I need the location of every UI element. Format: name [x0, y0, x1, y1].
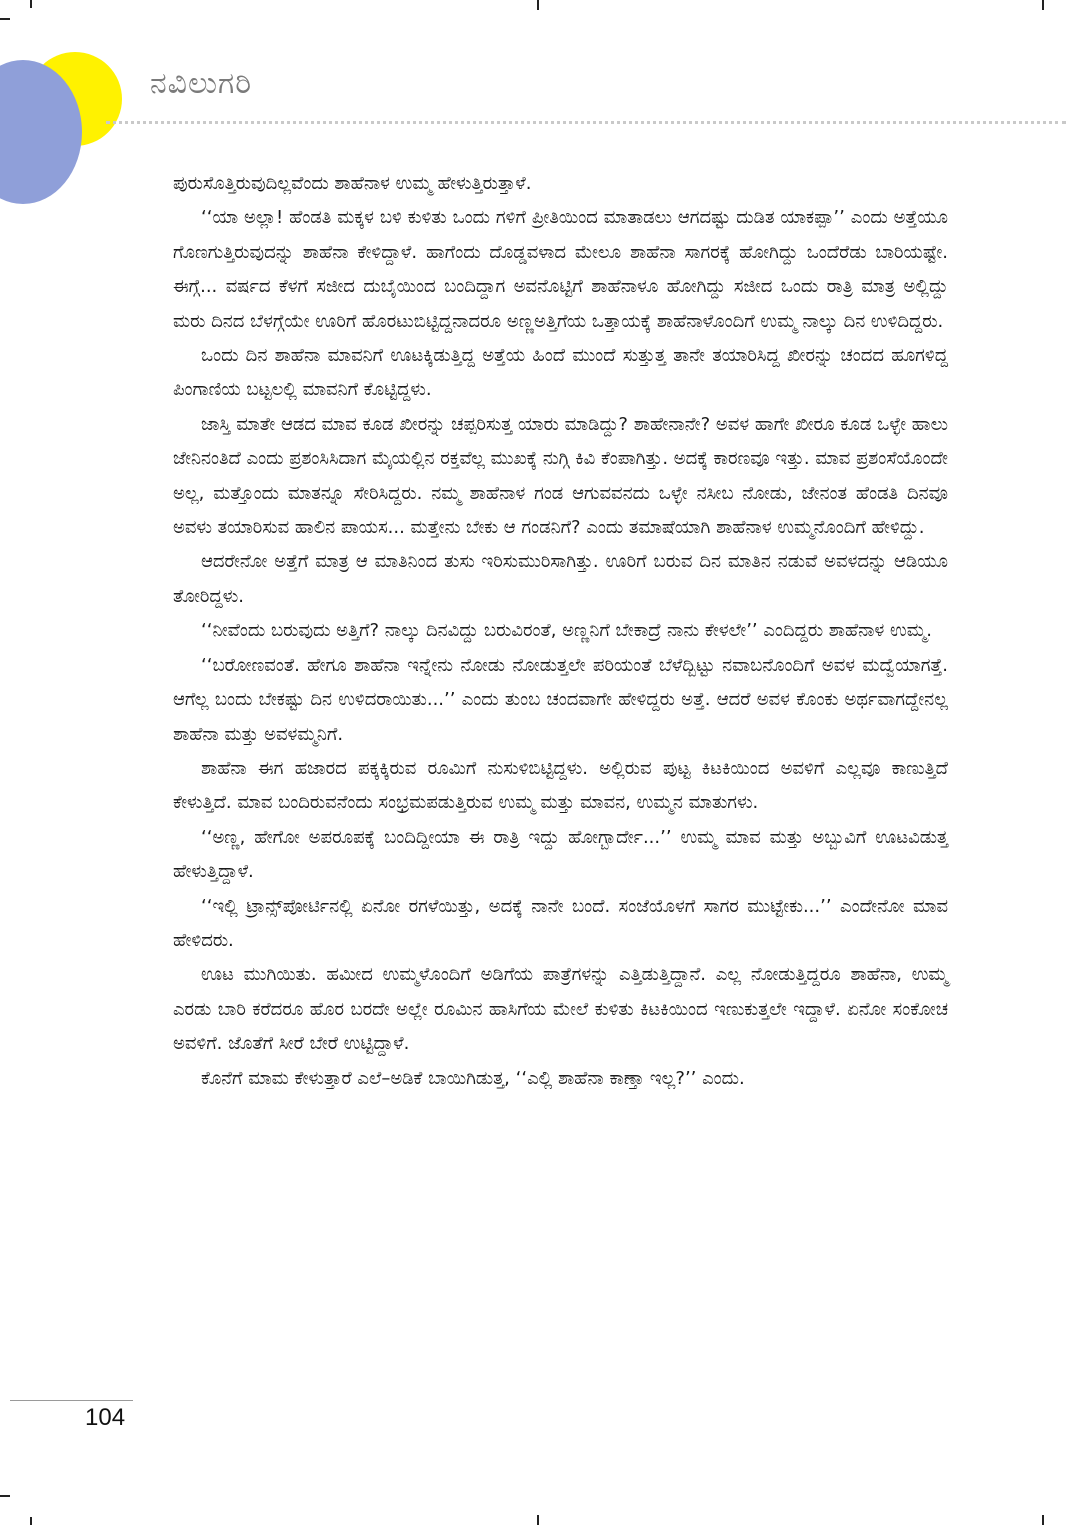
paragraph: ‘‘ಇಲ್ಲಿ ಟ್ರಾನ್ಸ್‌ಪೋರ್ಟಿನಲ್ಲಿ ಏನೋ ರಗಳೆಯಿತ್ತು, ಅದಕ್ಕೆ ನಾನೇ ಬಂದೆ. ಸಂಜೆಯೊಳಗೆ ಸಾಗರ ಮುಟ್ಟೇಕು...’’ ಎಂದೇನೋ ಮಾವ ಹೇಳಿದರು. [173, 895, 948, 951]
story-body [173, 167, 948, 1096]
paragraph: ಶಾಹೆನಾ ಈಗ ಹಜಾರದ ಪಕ್ಕಕ್ಕಿರುವ ರೂಮಿಗೆ ನುಸುಳಿಬಿಟ್ಟಿದ್ದಳು. ಅಲ್ಲಿರುವ ಪುಟ್ಟ ಕಿಟಕಿಯಿಂದ ಅವಳಿಗೆ ಎಲ್ಲವೂ ಕಾಣುತ್ತಿದೆ ಕೇಳುತ್ತಿದೆ. ಮಾವ ಬಂದಿರುವನೆಂದು ಸಂಭ್ರಮಪಡುತ್ತಿರುವ ಉಮ್ಮ ಮತ್ತು ಮಾವನ, ಉಮ್ಮನ ಮಾತುಗಳು. [173, 757, 948, 814]
footer-rule [10, 1400, 133, 1401]
paragraph: ‘‘ನೀವೆಂದು ಬರುವುದು ಅತ್ತಿಗೆ? ನಾಲ್ಕು ದಿನವಿದ್ದು ಬರುವಿರಂತೆ, ಅಣ್ಣನಿಗೆ ಬೇಕಾದ್ರೆ ನಾನು ಕೇಳಲೇ’’ ಎಂದಿದ್ದರು ಶಾಹೆನಾಳ ಉಮ್ಮ. [201, 620, 932, 642]
crop-mark-top-left [0, 18, 10, 20]
paragraph: ‘‘ಅಣ್ಣ, ಹೇಗೋ ಅಪರೂಪಕ್ಕೆ ಬಂದಿದ್ದೀಯಾ ಈ ರಾತ್ರಿ ಇದ್ದು ಹೋಗ್ಬಾರ್ದೇ...’’ ಉಮ್ಮ ಮಾವ ಮತ್ತು ಅಬ್ಬುವಿಗೆ ಊಟವಿಡುತ್ತ ಹೇಳುತ್ತಿದ್ದಾಳೆ. [173, 826, 948, 883]
paragraph: ‘‘ಯಾ ಅಲ್ಲಾ! ಹೆಂಡತಿ ಮಕ್ಕಳ ಬಳಿ ಕುಳಿತು ಒಂದು ಗಳಿಗೆ ಪ್ರೀತಿಯಿಂದ ಮಾತಾಡಲು ಆಗದಷ್ಟು ದುಡಿತ ಯಾಕಪ್ಪಾ’’ ಎಂದು ಅತ್ತೆಯೂ ಗೊಣಗುತ್ತಿರುವುದನ್ನು ಶಾಹೆನಾ ಕೇಳಿದ್ದಾಳೆ. ಹಾಗೆಂದು ದೊಡ್ಡವಳಾದ ಮೇಲೂ ಶಾಹೆನಾ ಸಾಗರಕ್ಕೆ ಹೋಗಿದ್ದು ಒಂದೆರೆಡು ಬಾರಿಯಷ್ಟೇ. ಈಗ್ಗೆ... ವರ್ಷದ ಕೆಳಗೆ ಸಜೀದ ದುಬೈಯಿಂದ ಬಂದಿದ್ದಾಗ ಅವನೊಟ್ಟಿಗೆ ಶಾಹೆನಾಳೂ ಹೋಗಿದ್ದು ಸಜೀದ ಒಂದು ರಾತ್ರಿ ಮಾತ್ರ ಅಲ್ಲಿದ್ದು ಮರು ದಿನದ ಬೆಳಗ್ಗೆಯೇ ಊರಿಗೆ ಹೊರಟುಬಿಟ್ಟಿದ್ದನಾದರೂ ಅಣ್ಣಅತ್ತಿಗೆಯ ಒತ್ತಾಯಕ್ಕೆ ಶಾಹೆನಾಳೊಂದಿಗೆ ಉಮ್ಮ ನಾಲ್ಕು ದಿನ ಉಳಿದಿದ್ದರು. [173, 207, 948, 332]
crop-mark-left [30, 0, 32, 8]
paragraph: ಒಂದು ದಿನ ಶಾಹೆನಾ ಮಾವನಿಗೆ ಊಟಕ್ಕಿಡುತ್ತಿದ್ದ ಅತ್ತೆಯ ಹಿಂದೆ ಮುಂದೆ ಸುತ್ತುತ್ತ ತಾನೇ ತಯಾರಿಸಿದ್ದ ಖೀರನ್ನು ಚಂದದ ಹೂಗಳಿದ್ದ ಪಿಂಗಾಣಿಯ ಬಟ್ಟಲಲ್ಲಿ ಮಾವನಿಗೆ ಕೊಟ್ಟಿದ್ದಳು. [173, 345, 948, 401]
crop-mark-bottom-right [1042, 1515, 1044, 1525]
paragraph: ಕೊನೆಗೆ ಮಾಮ ಕೇಳುತ್ತಾರೆ ಎಲೆ–ಅಡಿಕೆ ಬಾಯಿಗಿಡುತ್ತ, ‘‘ಎಲ್ಲಿ ಶಾಹೆನಾ ಕಾಣ್ತಾ ಇಲ್ಲ?’’ ಎಂದು. [201, 1067, 745, 1089]
crop-mark-bottom-center [537, 1515, 539, 1525]
paragraph: ಊಟ ಮುಗಿಯಿತು. ಹಮೀದ ಉಮ್ಮಳೊಂದಿಗೆ ಅಡಿಗೆಯ ಪಾತ್ರೆಗಳನ್ನು ಎತ್ತಿಡುತ್ತಿದ್ದಾನೆ. ಎಲ್ಲ ನೋಡುತ್ತಿದ್ದರೂ ಶಾಹೆನಾ, ಉಮ್ಮ ಎರಡು ಬಾರಿ ಕರೆದರೂ ಹೊರ ಬರದೇ ಅಲ್ಲೇ ರೂಮಿನ ಹಾಸಿಗೆಯ ಮೇಲೆ ಕುಳಿತು ಕಿಟಕಿಯಿಂದ ಇಣುಕುತ್ತಲೇ ಇದ್ದಾಳೆ. ಏನೋ ಸಂಕೋಚ ಅವಳಿಗೆ. ಜೊತೆಗೆ ಸೀರೆ ಬೇರೆ ಉಟ್ಟಿದ್ದಾಳೆ. [173, 964, 948, 1055]
paragraph: ಆದರೇನೋ ಅತ್ತೆಗೆ ಮಾತ್ರ ಆ ಮಾತಿನಿಂದ ತುಸು ಇರಿಸುಮುರಿಸಾಗಿತ್ತು. ಊರಿಗೆ ಬರುವ ದಿನ ಮಾತಿನ ನಡುವೆ ಅವಳದನ್ನು ಆಡಿಯೂ ತೋರಿದ್ದಳು. [173, 551, 948, 607]
paragraph: ‘‘ಬರೋಣವಂತೆ. ಹೇಗೂ ಶಾಹೆನಾ ಇನ್ನೇನು ನೋಡು ನೋಡುತ್ತಲೇ ಪರಿಯಂತೆ ಬೆಳೆದ್ಬಿಟ್ಟು ನವಾಬನೊಂದಿಗೆ ಅವಳ ಮದ್ವೆಯಾಗತ್ತೆ. ಆಗೆಲ್ಲ ಬಂದು ಬೇಕಷ್ಟು ದಿನ ಉಳಿದರಾಯಿತು...’’ ಎಂದು ತುಂಬ ಚಂದವಾಗೇ ಹೇಳಿದ್ದರು ಅತ್ತೆ. ಆದರೆ ಅವಳ ಕೊಂಕು ಅರ್ಥವಾಗದ್ದೇನಲ್ಲ ಶಾಹೆನಾ ಮತ್ತು ಅವಳಮ್ಮನಿಗೆ. [173, 654, 948, 745]
page-number: 104 [85, 1404, 126, 1431]
crop-mark-bottom-left [0, 1495, 10, 1497]
crop-mark-top-right [1042, 0, 1044, 10]
paragraph: ಜಾಸ್ತಿ ಮಾತೇ ಆಡದ ಮಾವ ಕೂಡ ಖೀರನ್ನು ಚಪ್ಪರಿಸುತ್ತ ಯಾರು ಮಾಡಿದ್ದು? ಶಾಹೇನಾನೇ? ಅವಳ ಹಾಗೇ ಖೀರೂ ಕೂಡ ಒಳ್ಳೇ ಹಾಲು ಜೇನಿನಂತಿದೆ ಎಂದು ಪ್ರಶಂಸಿಸಿದಾಗ ಮೈಯಲ್ಲಿನ ರಕ್ತವೆಲ್ಲ ಮುಖಕ್ಕೆ ನುಗ್ಗಿ ಕಿವಿ ಕೆಂಪಾಗಿತ್ತು. ಅದಕ್ಕೆ ಕಾರಣವೂ ಇತ್ತು. ಮಾವ ಪ್ರಶಂಸೆಯೊಂದೇ ಅಲ್ಲ, ಮತ್ತೊಂದು ಮಾತನ್ನೂ ಸೇರಿಸಿದ್ದರು. ನಮ್ಮ ಶಾಹೆನಾಳ ಗಂಡ ಆಗುವವನದು ಒಳ್ಳೇ ನಸೀಬ ನೋಡು, ಜೇನಂತ ಹೆಂಡತಿ ದಿನವೂ ಅವಳು ತಯಾರಿಸುವ ಹಾಲಿನ ಪಾಯಸ... ಮತ್ತೇನು ಬೇಕು ಆ ಗಂಡನಿಗೆ? ಎಂದು ತಮಾಷೆಯಾಗಿ ಶಾಹೆನಾಳ ಉಮ್ಮನೊಂದಿಗೆ ಹೇಳಿದ್ದು. [173, 413, 948, 539]
paragraph: ಪುರುಸೊತ್ತಿರುವುದಿಲ್ಲವೆಂದು ಶಾಹೆನಾಳ ಉಮ್ಮ ಹೇಳುತ್ತಿರುತ್ತಾಳೆ. [173, 173, 532, 194]
header-dotted-rule [106, 121, 1066, 124]
crop-mark-top-center [537, 0, 539, 10]
running-header-title: ನವಿಲುಗರಿ [150, 66, 253, 101]
crop-mark-bottom-left-vertical [30, 1517, 32, 1525]
